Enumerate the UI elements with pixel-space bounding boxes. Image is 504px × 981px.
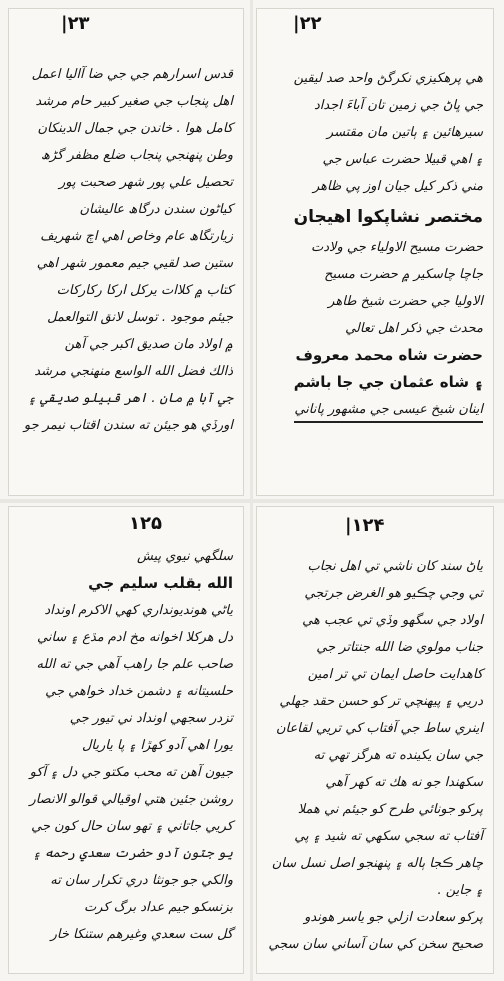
- page-number: |۲۲: [293, 13, 322, 34]
- page-body: [267, 65, 483, 423]
- underlined-line: اينان شيخ عيسى جي مشهور پاناني: [294, 399, 483, 423]
- bold-line: ۽ شاه عثمان جي جا باشم: [293, 373, 483, 391]
- text-line: تحصيل علي پور شهر صحبت پور: [58, 175, 233, 190]
- text-line: زيارتگاھ عام وخاص اهي اچ شهريف: [40, 229, 233, 244]
- page-body: [19, 61, 233, 439]
- text-line: ستين صد لقيي جيم معمور شهر اهي: [36, 256, 233, 271]
- text-line: محدث جي ذكر اهل تعالي: [345, 321, 483, 336]
- text-line: ذالك فضل الله الواسع منهنجي مرشد: [34, 364, 233, 379]
- text-line: حلسيتانه ۽ دشمن خداد خواهي جي: [45, 684, 233, 699]
- page-bottom-left: [8, 506, 244, 974]
- text-line: چاهر ڪجا ٻاله ۽ پنهنجو اصل نسل سان: [271, 856, 483, 871]
- page-bottom-right: [256, 506, 494, 974]
- bold-line: حضرت شاه محمد معروف: [295, 346, 483, 364]
- text-line: جاچا چاسكير ۾ حضرت مسيح: [324, 267, 483, 282]
- page-body: [267, 553, 483, 958]
- text-line: جيون آهن ته محب مكتو جي دل ۽ آكو: [29, 765, 233, 780]
- section-heading: مختصر نشاپكوا اهيجان: [293, 207, 483, 227]
- text-line: وطن پنهنجي پنجاب ضلع مظفر گڑھ: [40, 148, 233, 163]
- text-line: يو جتون آدو حضرت سعدي رحمه ۽: [33, 846, 233, 861]
- text-line: جناب مولوي ضا الله جنتاتر جي: [316, 640, 483, 655]
- text-line: سيرهائين ۽ ٻاتين مان مقتسر: [326, 125, 483, 140]
- text-line: كتاب ۾ كلاات يركل اركا ركاركات: [56, 283, 233, 298]
- text-line: جي آبا ۾ مان . اهر قبيلو صديقي ۽: [28, 391, 233, 406]
- text-line: جيئم موجود . توسل لانق التوالعمل: [47, 310, 233, 325]
- text-line: گل ست سعدي وغيرهم ستنكا خار: [50, 927, 233, 942]
- text-line: اورڏي هو جيئن ته سندن اقتاب نيمر جو: [23, 418, 233, 433]
- text-line: ۽ جاين .: [437, 883, 483, 898]
- text-line: كياڻون سندن درگاھ عاليشان: [79, 202, 233, 217]
- text-line: والكي جو جونثا دري تكرار سان ته: [50, 873, 233, 888]
- text-line: ياڻي هونديونداري كهي الاكرم اونداد: [44, 603, 233, 618]
- text-line: اهل پنجاب جي صغير كبير حام مرشد: [35, 94, 233, 109]
- text-line: پركو جونائي طرح كو جيئم ني هملا: [297, 802, 483, 817]
- page-body: [19, 543, 233, 948]
- text-line: دل هركلا اخوانه مخ ادم مڌع ۽ ساني: [37, 630, 233, 645]
- text-line: كريي جاتاني ۽ تهو سان حال كون جي: [31, 819, 233, 834]
- text-line: سلگهي نيوي پيش: [136, 549, 233, 564]
- text-line: حضرت مسيح الاولياء جي ولادت: [311, 240, 483, 255]
- text-line: صاحب علم جا راهب آهي جي ته الله: [36, 657, 233, 672]
- vertical-gutter: [250, 0, 253, 981]
- page-number: |۱۲۴: [345, 515, 385, 536]
- text-line: ياڻ سند كان ناشي تي اهل نجاب: [307, 559, 483, 574]
- bold-line: الله بقلب سليم جي: [88, 574, 233, 592]
- text-line: ۽ اهي قبيلا حضرت عباس جي: [322, 152, 483, 167]
- text-line: مني ذكر كيل جيان اوز پي ظاهر: [312, 179, 483, 194]
- text-line: سكهندا جو نه هك ته كهر آهي: [325, 775, 483, 790]
- text-line: يورا اهي آدو كهڙا ۽ پا ياريال: [81, 738, 233, 753]
- text-line: روشن جئين هتي اوقيالي قوالو الانصار: [29, 792, 233, 807]
- text-line: هي پرهكيزي نكرگڻ واحد صد ليقين: [293, 71, 483, 86]
- page-number: |۲۳: [61, 13, 90, 34]
- text-line: دريي ۽ پيهنچي تر كو حسن حقد جهلي: [279, 694, 483, 709]
- text-line: صحيح سخن كي سان آساني سان سجي: [268, 937, 483, 952]
- page-top-right: [256, 8, 494, 496]
- text-line: كاهدايت حاصل ايمان تي تر امين: [307, 667, 483, 682]
- text-line: الاوليا جي حضرت شيخ طاهر: [328, 294, 483, 309]
- text-line: آفتاب ته سجي سكهي ته شيد ۽ پي: [294, 829, 483, 844]
- page-number: ۱۲۵: [129, 513, 162, 534]
- text-line: جي سان يكينده ته هرگز تهي ته: [313, 748, 483, 763]
- text-line: اينري ساط جي آفتاب كي تريي لقاعان: [275, 721, 483, 736]
- horizontal-gutter: [0, 499, 504, 503]
- text-line: تي وجي چڪيو هو الغرض جرتجي: [304, 586, 483, 601]
- page-top-left: [8, 8, 244, 496]
- text-line: ۾ اولاد مان صديق اكبر جي آهن: [64, 337, 233, 352]
- text-line: تزدر سجهي اونداد ني تيور جي: [69, 711, 233, 726]
- text-line: جي ڀاڻ جي زمين تان آباءَ اجداد: [313, 98, 483, 113]
- text-line: قدس اسرارهم جي جي ضا آاليا اعمل: [31, 67, 233, 82]
- text-line: كامل هوا . خاندن جي جمال الدينكان: [37, 121, 233, 136]
- text-line: اولاد جي سگهو وڏي تي عجب هي: [302, 613, 483, 628]
- text-line: پركو سعادت ازلي جو ياسر هوندو: [304, 910, 483, 925]
- text-line: بزنسكو جيم عداد برگ كرت: [83, 900, 233, 915]
